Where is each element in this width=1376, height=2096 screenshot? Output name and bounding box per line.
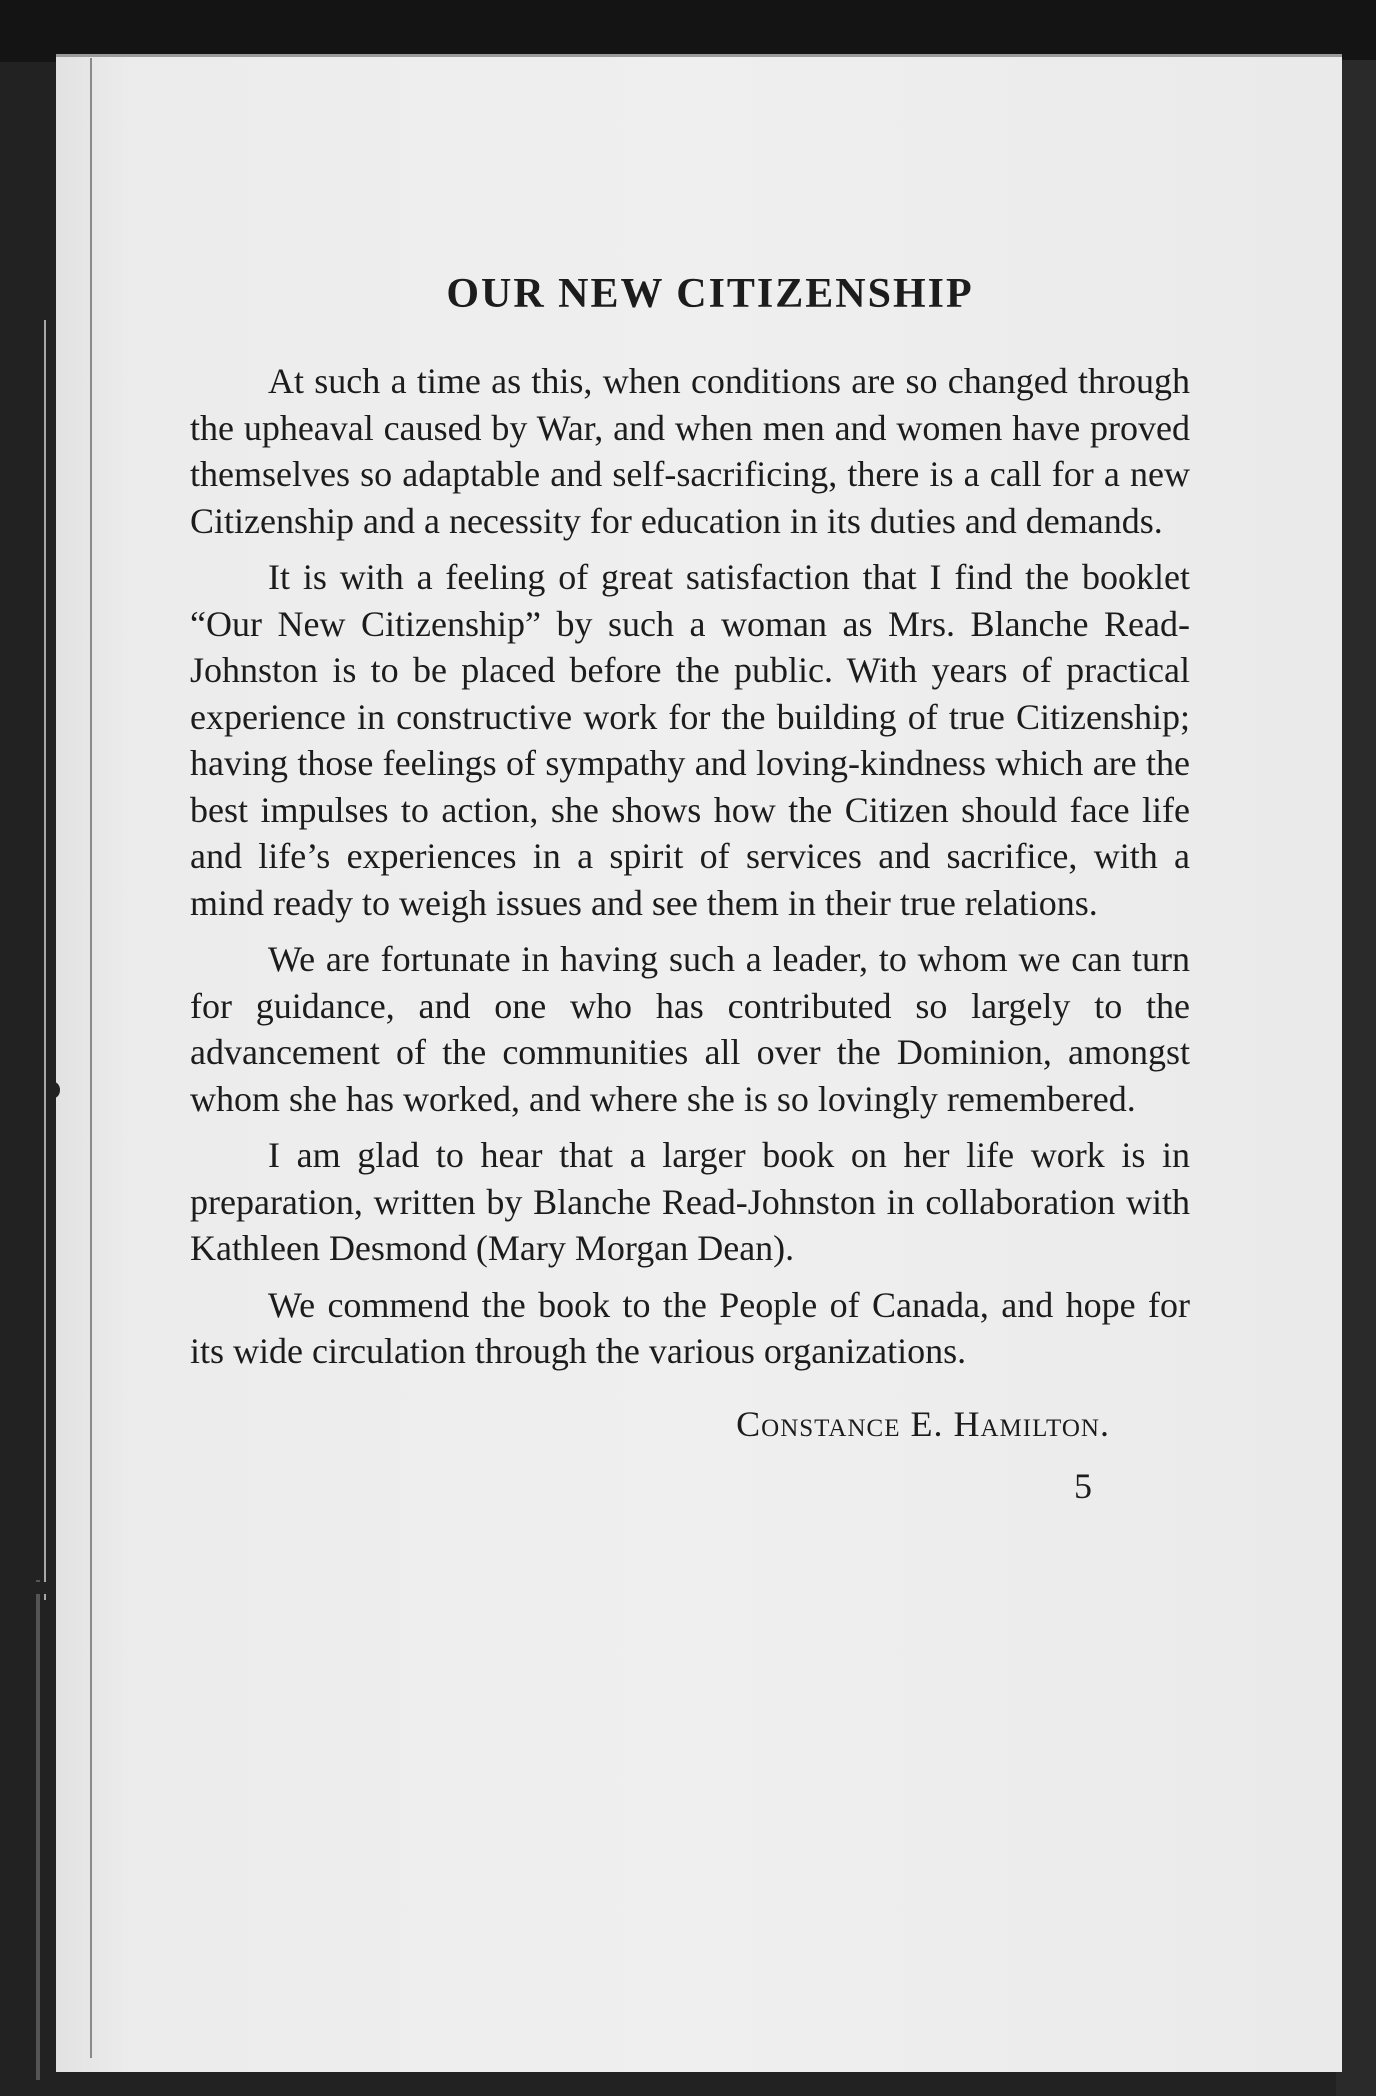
paragraph-4: I am glad to hear that a larger book on her life work is in preparation, written by Blanche Read-Johnston in collaboration with Kathleen Desmond (Mary Morgan Dean).: [190, 1135, 1190, 1268]
paragraph-3: We are fortunate in having such a leader, to whom we can turn for guidance, and one who has contributed so largely to the advancement of the communities all over the Dominion, amongst whom she has worked, and where she is so lovingly remembered.: [190, 939, 1190, 1119]
paragraph-1: At such a time as this, when conditions are so changed through the upheaval caused by War, and when men and women have proved themselves so adaptable and self-sacrificing, there is a call for a new Citizenship and a necessity for education in its duties and demands.: [190, 361, 1190, 541]
signature: Constance E. Hamilton.: [736, 1403, 1110, 1444]
page-gutter-line: [90, 58, 92, 2058]
page-binding-shadow: [44, 320, 46, 1600]
page-binding-edge: [36, 1580, 40, 2080]
page-number: 5: [1074, 1465, 1092, 1506]
scan-right-border: [1336, 60, 1376, 2096]
paragraph-5: We commend the book to the People of Canada, and hope for its wide circulation through the various organizations.: [190, 1284, 1190, 1371]
binding-mark: [48, 1082, 60, 1098]
document-title: OUR NEW CITIZENSHIP: [446, 271, 974, 317]
document-body: [190, 270, 1190, 1507]
paragraph-2: It is with a feeling of great satisfaction that I find the booklet “Our New Citizenship” by such a woman as Mrs. Blanche Read-Johnston is to be placed before the public. With years of practical experience in constructive work for the building of true Citizenship; having those feelings of sympathy and loving-kindness which are the best impulses to action, she shows how the Citizen should face life and life’s experiences in a spirit of services and sacrifice, with a mind ready to weigh issues and see them in their true relations.: [190, 557, 1190, 923]
binding-mark: [30, 1582, 52, 1594]
binding-mark: [40, 2040, 56, 2060]
scan-top-border: [0, 0, 1376, 62]
